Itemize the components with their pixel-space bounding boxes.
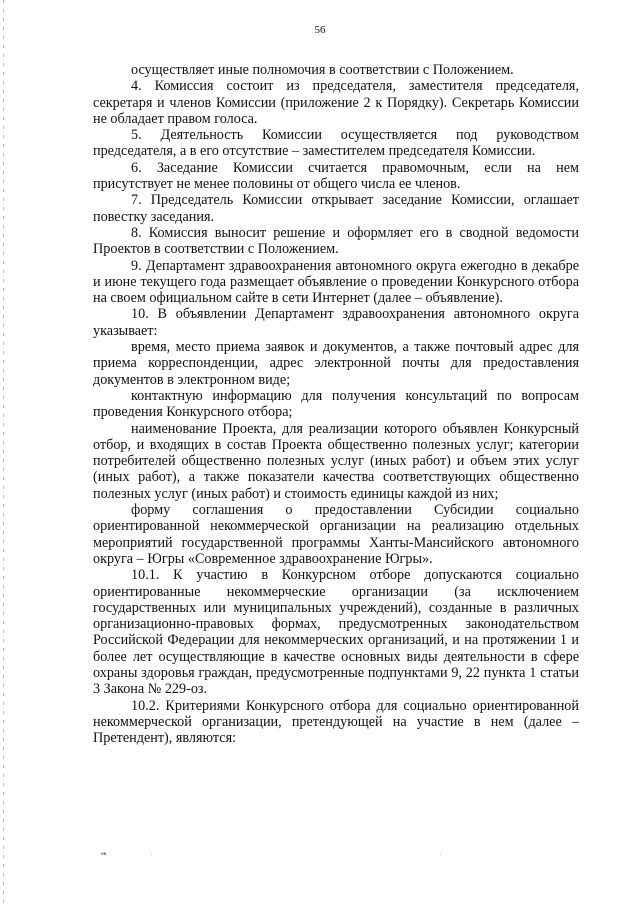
page-number: 56	[314, 24, 326, 36]
document-body	[93, 62, 579, 746]
paragraph: 7. Председатель Комиссии открывает заседание Комиссии, оглашает повестку заседания.	[93, 192, 579, 225]
footer-mark: .	[440, 852, 442, 857]
paragraph: 5. Деятельность Комиссии осуществляется под руководством председателя, а в его отсутствие – заместителем председателя Комиссии.	[93, 127, 579, 160]
paragraph: наименование Проекта, для реализации которого объявлен Конкурсный отбор, и входящих в состав Проекта общественно полезных услуг; категории потребителей общественно полезных услуг (иных работ) и объем этих услуг (иных работ), а также показатели качества соответствующих общественно полезных услуг (иных работ) и стоимость единицы каждой из них;	[93, 420, 579, 502]
paragraph: осуществляет иные полномочия в соответствии с Положением.	[131, 62, 514, 78]
paragraph: время, место приема заявок и документов, а также почтовый адрес для приема корреспонденции, адрес электронной почты для предоставления документов в электронном виде;	[93, 339, 579, 388]
paragraph: 8. Комиссия выносит решение и оформляет его в сводной ведомости Проектов в соответствии с Положением.	[93, 224, 579, 258]
paragraph: 10.1. К участию в Конкурсном отборе допускаются социально ориентированные некоммерческие организации (за исключением государственных или муниципальных учреждений), созданные в различных организационно-правовых формах, предусмотренных законодательством Российской Федерации для некоммерческих организаций, и на протяжении 1 и более лет осуществляющие в качестве основных виды деятельности в сфере охраны здоровья граждан, предусмотренные подпунктами 9, 22 пункта 1 статьи 3 Закона № 229-оз.	[93, 567, 579, 698]
paragraph: 4. Комиссия состоит из председателя, заместителя председателя, секретаря и членов Комиссии (приложение 2 к Порядку). Секретарь Комиссии не обладает правом голоса.	[93, 78, 579, 127]
paragraph: контактную информацию для получения консультаций по вопросам проведения Конкурсного отбора;	[93, 387, 579, 421]
footer-mark: нв	[101, 852, 107, 857]
paragraph: 10. В объявлении Департамент здравоохранения автономного округа указывает:	[93, 306, 579, 339]
footer-mark: .	[151, 852, 153, 857]
paragraph: 6. Заседание Комиссии считается правомочным, если на нем присутствует не менее половины от общего числа ее членов.	[93, 159, 579, 193]
paragraph: 9. Департамент здравоохранения автономного округа ежегодно в декабре и июне текущего года размещает объявление о проведении Конкурсного отбора на своем официальном сайте в сети Интернет (далее – объявление).	[93, 257, 579, 307]
page-edge-line	[3, 0, 4, 905]
paragraph: форму соглашения о предоставлении Субсидии социально ориентированной некоммерческой организации на реализацию отдельных мероприятий государственной программы Ханты-Мансийского автономного округа – Югры «Современное здравоохранение Югры».	[93, 502, 579, 567]
paragraph: 10.2. Критериями Конкурсного отбора для социально ориентированной некоммерческой организации, претендующей на участие в нем (далее – Претендент), являются:	[93, 697, 579, 747]
